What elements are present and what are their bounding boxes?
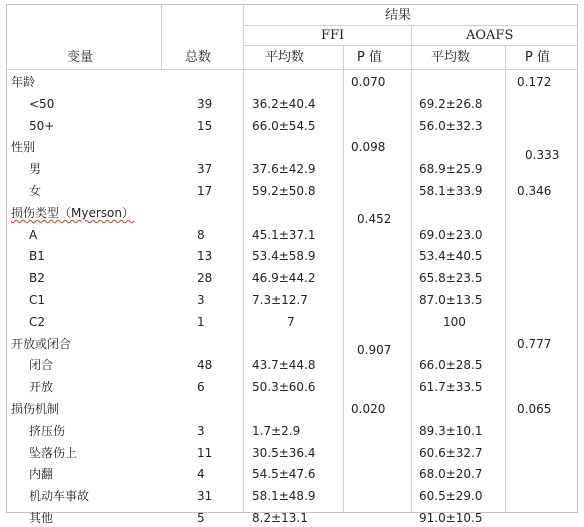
row-aoafs-p: 0.777	[517, 336, 552, 351]
row-ffi-mean: 54.5±47.6	[252, 467, 316, 482]
row-aoafs-mean: 65.8±23.5	[419, 271, 483, 286]
row-ffi-mean: 59.2±50.8	[252, 184, 316, 198]
row-ffi-p: 0.907	[357, 342, 392, 357]
row-total: 1	[197, 314, 205, 329]
column-divider-4	[411, 25, 412, 512]
row-total: 17	[197, 184, 213, 198]
row-ffi-p: 0.098	[351, 140, 386, 155]
row-label: 开放或闭合	[11, 336, 72, 351]
row-label: 性别	[11, 140, 36, 155]
row-ffi-mean: 7.3±12.7	[252, 293, 308, 307]
row-total: 48	[197, 358, 213, 373]
row-label: 机动车事故	[29, 489, 90, 504]
header-ffi-mean: 平均数	[265, 50, 305, 65]
row-ffi-mean: 66.0±54.5	[252, 118, 316, 133]
row-label: B2	[29, 271, 45, 286]
row-label: 挤压伤	[29, 423, 66, 438]
row-total: 5	[197, 511, 205, 525]
header-ffi-p: P 值	[357, 50, 382, 65]
row-ffi-mean: 30.5±36.4	[252, 445, 316, 460]
row-label: 闭合	[29, 358, 54, 373]
row-total: 37	[197, 162, 213, 177]
row-aoafs-mean: 69.2±26.8	[419, 96, 483, 111]
header-aoafs-mean: 平均数	[431, 50, 471, 65]
column-divider-5	[505, 45, 506, 512]
row-label: 其他	[29, 511, 54, 525]
column-divider-1	[161, 5, 162, 69]
row-label: 损伤类型（Myerson）	[11, 205, 134, 220]
row-aoafs-p: 0.333	[525, 148, 560, 163]
header-ffi: FFI	[321, 28, 345, 43]
row-total: 3	[197, 293, 205, 307]
column-divider-3	[343, 45, 344, 512]
row-aoafs-mean: 68.9±25.9	[419, 162, 483, 177]
row-aoafs-p: 0.065	[517, 402, 552, 416]
header-total: 总数	[185, 50, 212, 65]
row-aoafs-mean: 56.0±32.3	[419, 118, 483, 133]
row-label: 坠落伤上	[29, 445, 78, 460]
row-label: 内翻	[29, 467, 54, 482]
row-aoafs-mean: 91.0±10.5	[419, 511, 483, 525]
row-label: <50	[29, 96, 55, 111]
row-ffi-mean: 58.1±48.9	[252, 489, 316, 504]
row-aoafs-mean: 58.1±33.9	[419, 184, 483, 198]
header-results: 结果	[385, 8, 412, 23]
row-total: 8	[197, 227, 205, 242]
row-total: 28	[197, 271, 213, 286]
row-aoafs-p: 0.346	[517, 184, 552, 198]
row-label: 50+	[29, 118, 55, 133]
row-total: 4	[197, 467, 205, 482]
row-label: 年龄	[11, 75, 36, 89]
row-ffi-mean: 7	[287, 314, 295, 329]
row-aoafs-mean: 66.0±28.5	[419, 358, 483, 373]
row-label: 女	[29, 184, 42, 198]
row-total: 13	[197, 249, 213, 264]
row-ffi-p: 0.452	[357, 211, 392, 226]
row-aoafs-mean: 60.5±29.0	[419, 489, 483, 504]
row-ffi-mean: 8.2±13.1	[252, 511, 308, 525]
row-ffi-mean: 43.7±44.8	[252, 358, 316, 373]
row-ffi-mean: 36.2±40.4	[252, 96, 316, 111]
row-total: 3	[197, 423, 205, 438]
header-bottom-line	[7, 69, 578, 70]
row-aoafs-mean: 53.4±40.5	[419, 249, 483, 264]
row-label: 男	[29, 162, 42, 177]
header-aoafs: AOAFS	[466, 28, 514, 43]
results-table	[6, 4, 578, 525]
row-ffi-mean: 53.4±58.9	[252, 249, 316, 264]
row-aoafs-mean: 61.7±33.5	[419, 380, 483, 395]
column-divider-2	[243, 5, 244, 512]
row-total: 15	[197, 118, 213, 133]
header-aoafs-p: P 值	[525, 50, 550, 65]
row-label: 损伤机制	[11, 402, 60, 416]
row-label: 开放	[29, 380, 54, 395]
row-ffi-p: 0.070	[351, 75, 386, 89]
row-aoafs-p: 0.172	[517, 75, 552, 89]
row-ffi-p: 0.020	[351, 402, 386, 416]
row-aoafs-mean: 87.0±13.5	[419, 293, 483, 307]
row-total: 11	[197, 445, 213, 460]
row-total: 6	[197, 380, 205, 395]
row-label: C1	[29, 293, 46, 307]
row-ffi-mean: 37.6±42.9	[252, 162, 316, 177]
row-aoafs-mean: 69.0±23.0	[419, 227, 483, 242]
row-ffi-mean: 1.7±2.9	[252, 423, 301, 438]
row-total: 39	[197, 96, 213, 111]
header-variable: 变量	[67, 50, 94, 65]
row-total: 31	[197, 489, 213, 504]
row-label: C2	[29, 314, 46, 329]
row-ffi-mean: 45.1±37.1	[252, 227, 316, 242]
row-aoafs-mean: 89.3±10.1	[419, 423, 483, 438]
row-aoafs-mean: 60.6±32.7	[419, 445, 483, 460]
row-aoafs-mean: 68.0±20.7	[419, 467, 483, 482]
row-ffi-mean: 50.3±60.6	[252, 380, 316, 395]
row-label: A	[29, 227, 38, 242]
row-ffi-mean: 46.9±44.2	[252, 271, 316, 286]
row-aoafs-mean: 100	[443, 314, 466, 329]
row-label: B1	[29, 249, 45, 264]
